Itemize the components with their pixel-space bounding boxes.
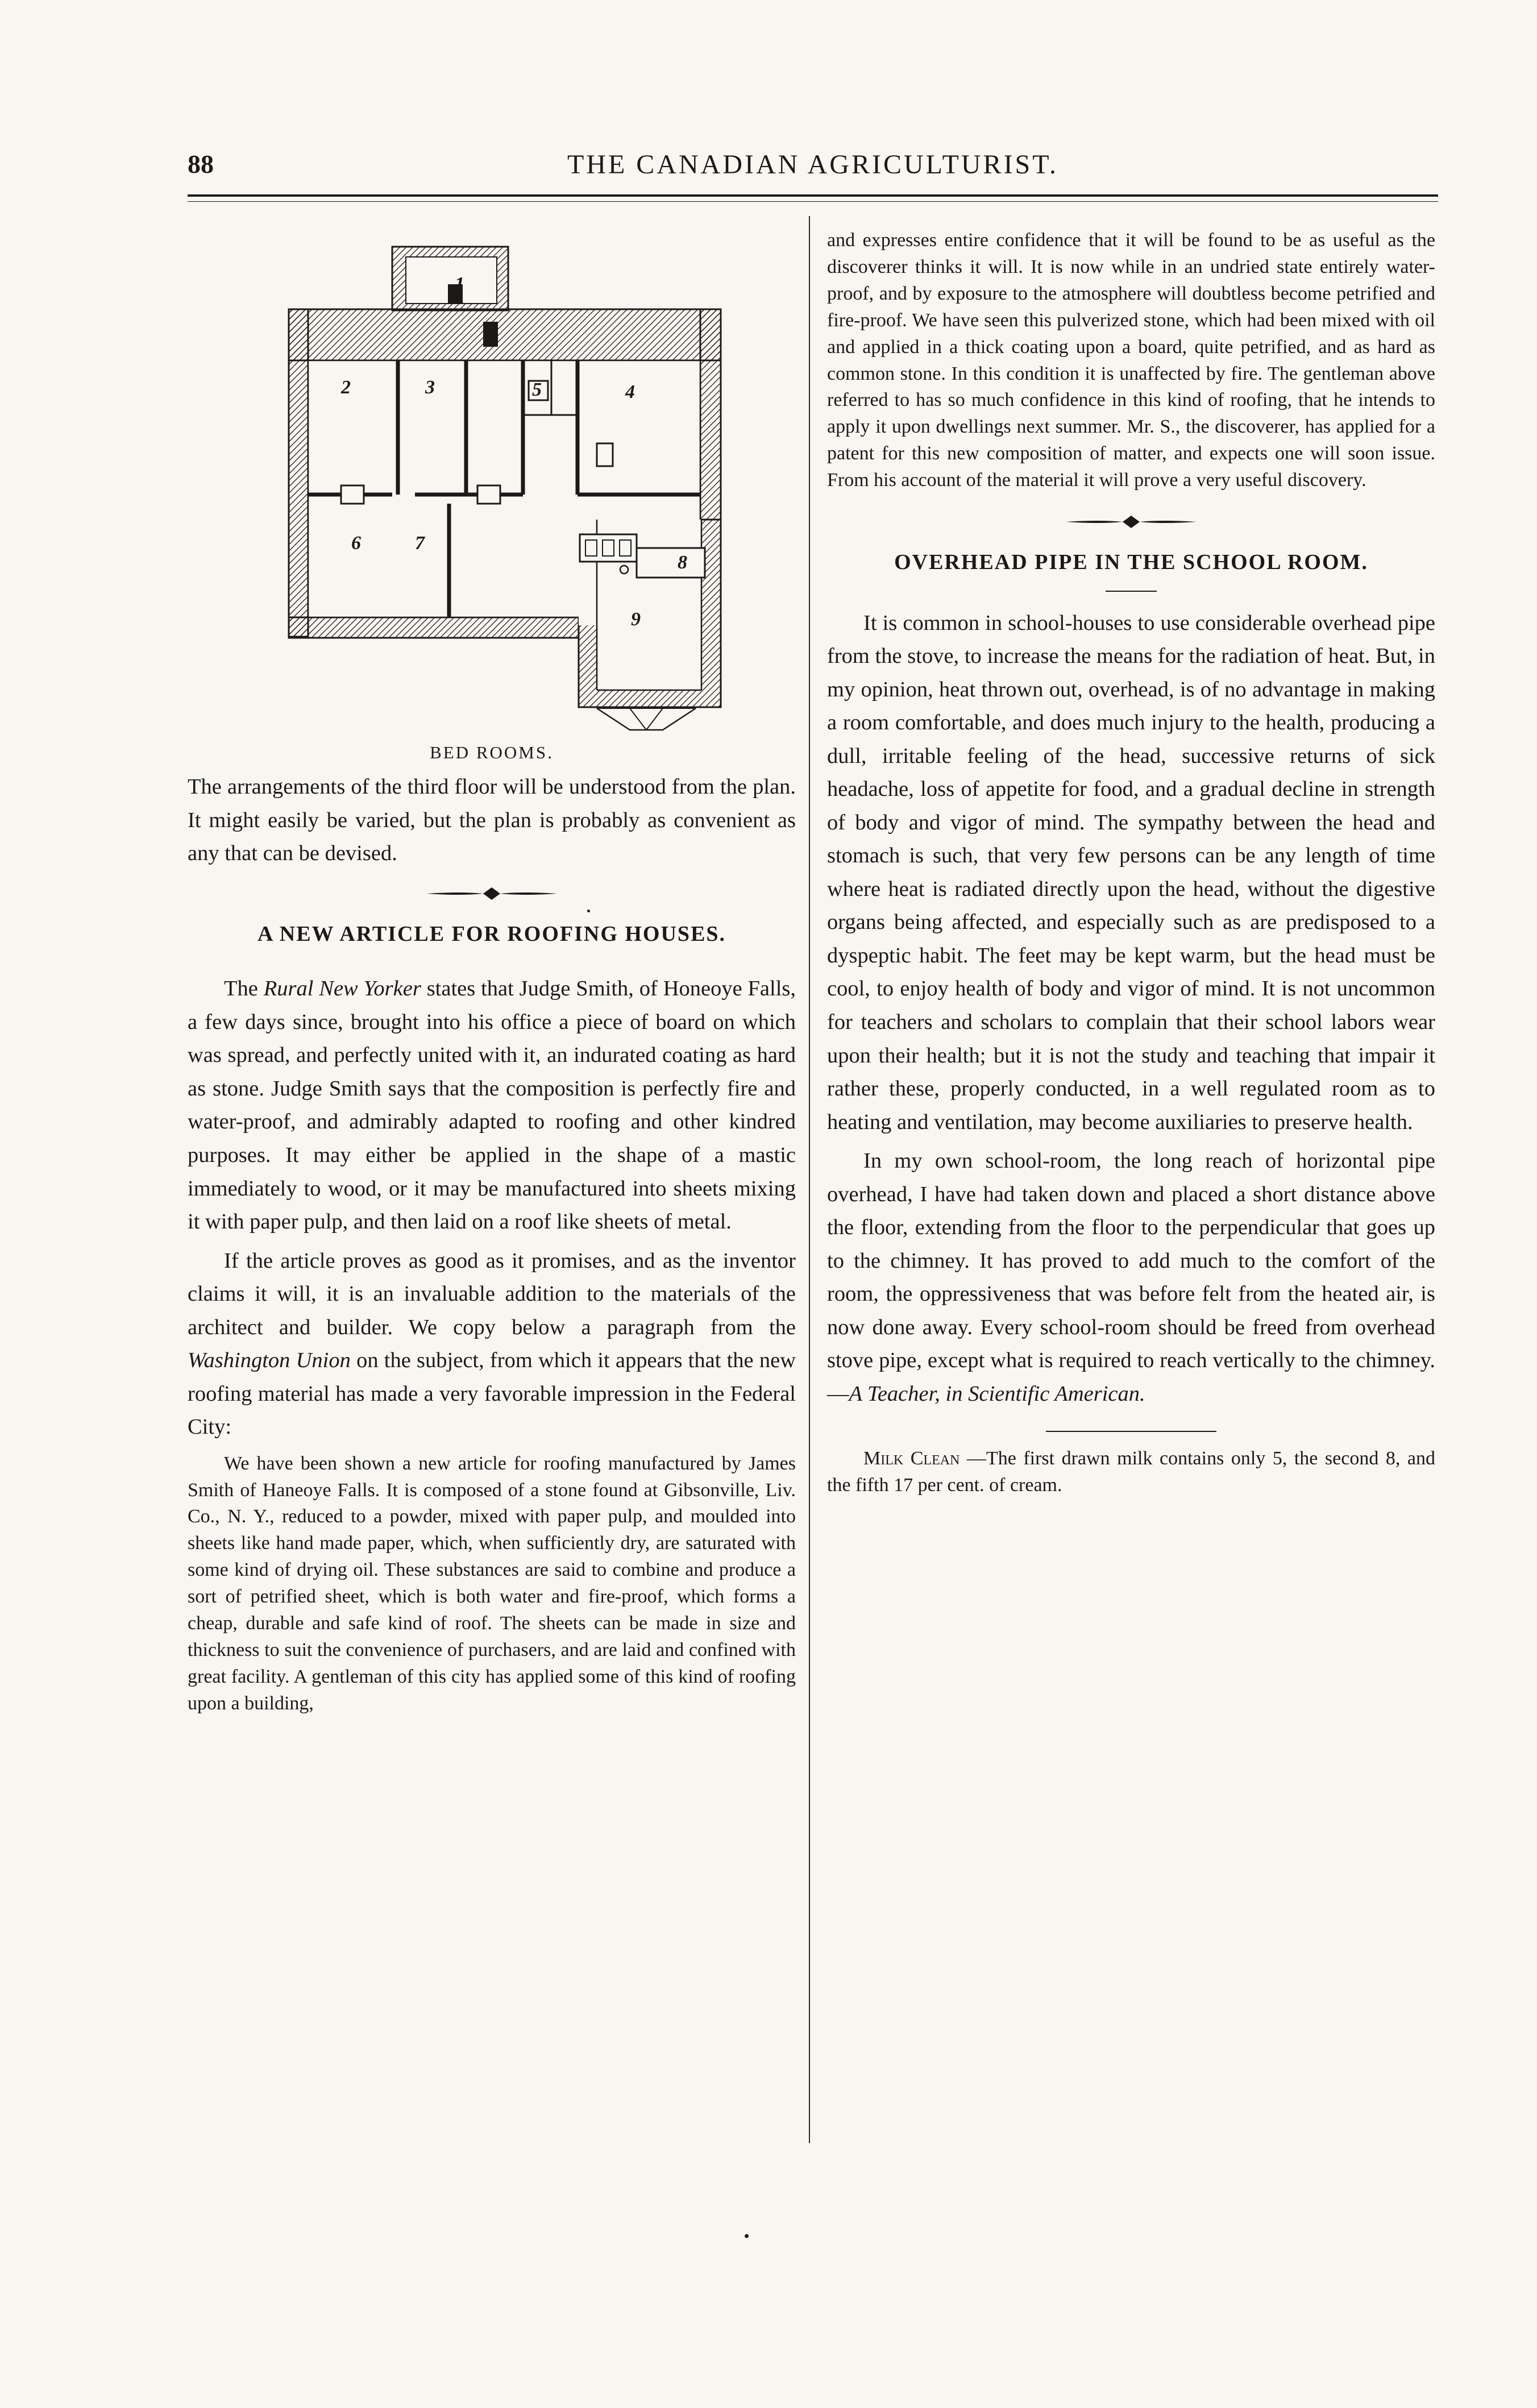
room-6-label: 6	[351, 533, 361, 554]
room-2-label: 2	[341, 377, 351, 398]
article-roofing-quotation: We have been shown a new article for roofing manufactured by James Smith of Haneoye Falls. It is composed of a stone found at Gibsonville, Liv. Co., N. Y., reduced to a powder, mixed with paper pulp, and moulded into sheets like hand made paper, which, when sufficiently dry, are saturated with some kind of drying oil. These substances are said to combine and produce a sort of petrified sheet, which is both water and fire-proof, which forms a cheap, durable and safe kind of roof. The sheets can be made in size and thickness to suit the convenience of purchasers, and are laid and confined with great facility. A gentleman of this city has applied some of this kind of roofing upon a building,	[188, 1452, 796, 1714]
page-number: 88	[188, 150, 214, 178]
newspaper-name: Rural New Yorker	[263, 977, 421, 1001]
header-rule-thick	[188, 194, 1438, 197]
newspaper-name: Washington Union	[188, 1348, 351, 1373]
milk-clean-note: Milk Clean —The first drawn milk contains only 5, the second 8, and the fifth 17 per cent. of cream.	[827, 1448, 1435, 1496]
column-divider	[809, 216, 810, 2143]
south-wall	[289, 617, 579, 638]
milk-clean-title: Milk Clean	[863, 1448, 960, 1469]
heading-underline	[1106, 591, 1157, 592]
article-heading-overhead-pipe: OVERHEAD PIPE IN THE SCHOOL ROOM.	[894, 550, 1368, 575]
plan-description: The arrangements of the third floor will be understood from the plan. It might easily be varied, but the plan is probably as convenient as any that can be devised.	[188, 775, 796, 866]
room-9-label: 9	[631, 609, 641, 630]
section-rule	[1046, 1431, 1216, 1432]
room-4-label: 4	[625, 381, 635, 402]
floor-plan-drawing	[188, 227, 796, 733]
room-3-label: 3	[425, 377, 435, 398]
right-column	[827, 227, 1435, 1499]
room-5-label: 5	[532, 379, 542, 400]
article-roofing-paragraph-2: If the article proves as good as it promises, and as the inventor claims it will, it is an invaluable addition to the materials of the architect and builder. We copy below a paragraph from the Washington Union on the subject, from which it appears that the new roofing material has made a very favorable impression in the Federal City:	[188, 1248, 796, 1439]
article-roofing-quotation-continued: and expresses entire confidence that it will be found to be as useful as the discoverer thinks it will. It is now while in an undried state entirely water-proof, and by exposure to the atmosphere will doubtless become petrified and fire-proof. We have seen this pulverized stone, which had been mixed with oil and applied in a thick coating upon a board, quite petrified, and as hard as common stone. In this condition it is unaffected by fire. The gentleman above referred to has so much confidence in this kind of roofing, that he intends to apply it upon dwellings next summer. Mr. S., the discoverer, has applied for a patent for this new composition of matter, and expects one will soon issue. From his account of the material it will prove a very useful discovery.	[827, 230, 1435, 491]
article-pipe-paragraph-2: In my own school-room, the long reach of horizontal pipe overhead, I have had taken down and placed a short distance above the floor, extending from the floor to the perpendicular that goes up to the chimney. It has proved to add much to the comfort of the room, the oppressiveness that was before felt from the heated air, is now done away. Every school-room should be freed from overhead stove pipe, except what is required to reach vertically to the chimney.—A Teacher, in Scientific American.	[827, 1149, 1435, 1406]
article-signature: A Teacher, in Scientific American.	[849, 1381, 1145, 1406]
page-mark	[745, 2234, 749, 2238]
running-header	[188, 149, 1438, 189]
section-ornament	[188, 885, 796, 902]
left-column	[188, 227, 796, 1717]
journal-title: THE CANADIAN AGRICULTURIST.	[567, 150, 1058, 180]
header-rule-thin	[188, 201, 1438, 202]
west-wall	[289, 309, 308, 637]
section-ornament	[827, 513, 1435, 530]
floor-plan-figure	[188, 227, 796, 733]
article-pipe-paragraph-1: It is common in school-houses to use considerable overhead pipe from the stove, to increase the means for the radiation of heat. But, in my opinion, heat thrown out, overhead, is of no advantage in making a room comfortable, and does much injury to the health, producing a dull, irritable feeling of the head, successive returns of sick headache, loss of appetite for food, and a gradual decline in strength of body and vigor of mind. The sympathy between the head and stomach is such, that very few persons can be any length of time where heat is radiated directly upon the head, without the digestive organs being affected, and especially such as are predisposed to a dyspeptic habit. The feet may be kept warm, but the head must be cool, to enjoy health of body and vigor of mind. It is not uncommon for teachers and scholars to complain that their school labors wear upon their health; but it is not the study and teaching that impair it rather these, properly conducted, in a well regulated room as to heating and ventilation, may become auxiliaries to preserve health.	[827, 611, 1435, 1134]
page-mark	[587, 910, 590, 912]
north-wall	[289, 309, 721, 360]
article-roofing-paragraph-1: The Rural New Yorker states that Judge Smith, of Honeoye Falls, a few days since, brought into his office a piece of board on which was spread, and perfectly united with it, an indurated coating as hard as stone. Judge Smith says that the composition is perfectly fire and water-proof, and admirably adapted to roofing and other kindred purposes. It may either be applied in the shape of a mastic immediately to wood, or it may be manufactured into sheets mixing it with paper pulp, and then laid on a roof like sheets of metal.	[188, 977, 796, 1234]
room-1-label: 1	[455, 273, 464, 294]
room-7-label: 7	[415, 533, 425, 554]
east-wall	[700, 309, 721, 520]
room-8-label: 8	[678, 552, 687, 573]
plan-caption: BED ROOMS.	[430, 742, 554, 762]
article-heading-roofing: A NEW ARTICLE FOR ROOFING HOUSES.	[257, 921, 726, 946]
